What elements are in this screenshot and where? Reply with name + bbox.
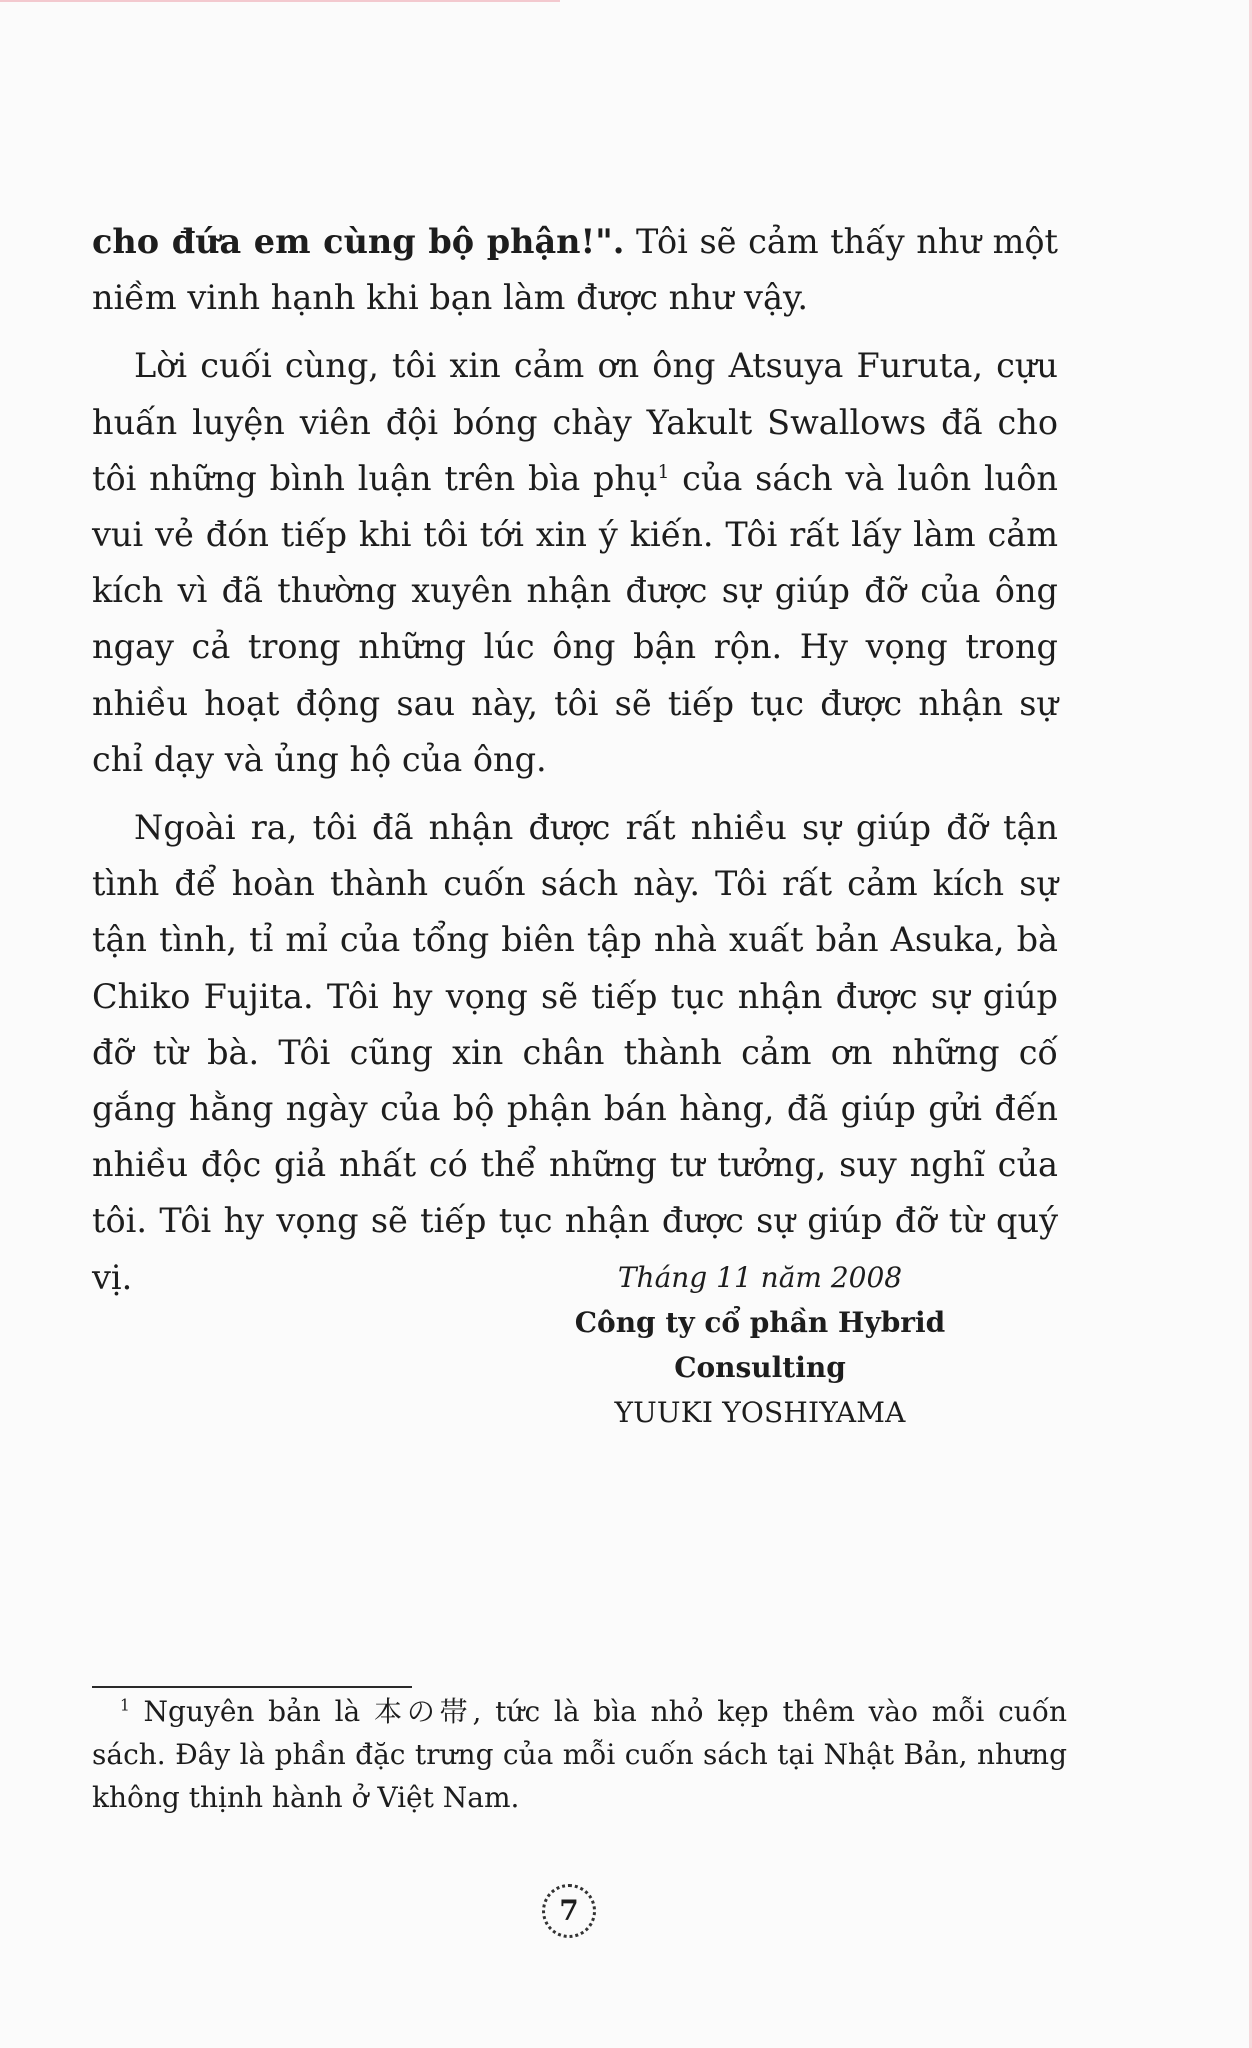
paragraph-2-part-2: của sách và luôn luôn vui vẻ đón tiếp khi tôi tới xin ý kiến. Tôi rất lấy làm cảm kích vì đã thường xuyên nhận được sự giúp đỡ của ông ngay cả trong những lúc ông bận rộn. Hy vọng trong nhiều hoạt động sau này, tôi sẽ tiếp tục được nhận sự chỉ dạy và ủng hộ của ông. <box>92 458 1058 779</box>
paragraph-1 <box>92 214 1058 326</box>
footnote-divider <box>92 1686 412 1688</box>
body-text <box>92 214 1058 1318</box>
paragraph-1-bold: cho đứa em cùng bộ phận!". <box>92 222 625 261</box>
signature-author: YUUKI YOSHIYAMA <box>614 1396 906 1429</box>
signature-date: Tháng 11 năm 2008 <box>617 1261 903 1294</box>
paragraph-1-rest: Tôi sẽ cảm thấy như một niềm vinh hạnh khi bạn làm được như vậy. <box>92 222 1058 318</box>
footnote-text: Nguyên bản là 本の帯, tức là bìa nhỏ kẹp thêm vào mỗi cuốn sách. Đây là phần đặc trưng của mỗi cuốn sách tại Nhật Bản, nhưng không thịnh hành ở Việt Nam. <box>92 1695 1067 1814</box>
paragraph-2-part-1: Lời cuối cùng, tôi xin cảm ơn ông Atsuya Furuta, cựu huấn luyện viên đội bóng chày Yakult Swallows đã cho tôi những bình luận trên bìa phụ <box>92 346 1058 498</box>
footnote <box>92 1690 1067 1819</box>
page-number: 7 <box>542 1884 596 1938</box>
top-edge-mark <box>0 0 560 2</box>
footnote-marker: 1 <box>120 1696 130 1715</box>
footnote-reference: 1 <box>657 461 670 483</box>
signature-company: Công ty cổ phần Hybrid Consulting <box>574 1306 946 1384</box>
paragraph-2 <box>92 338 1058 788</box>
signature-block <box>500 1255 1020 1435</box>
paragraph-3: Ngoài ra, tôi đã nhận được rất nhiều sự giúp đỡ tận tình để hoàn thành cuốn sách này. Tôi rất cảm kích sự tận tình, tỉ mỉ của tổng biên tập nhà xuất bản Asuka, bà Chiko Fujita. Tôi hy vọng sẽ tiếp tục nhận được sự giúp đỡ từ bà. Tôi cũng xin chân thành cảm ơn những cố gắng hằng ngày của bộ phận bán hàng, đã giúp gửi đến nhiều độc giả nhất có thể những tư tưởng, suy nghĩ của tôi. Tôi hy vọng sẽ tiếp tục nhận được sự giúp đỡ từ quý vị. <box>92 808 1058 1297</box>
